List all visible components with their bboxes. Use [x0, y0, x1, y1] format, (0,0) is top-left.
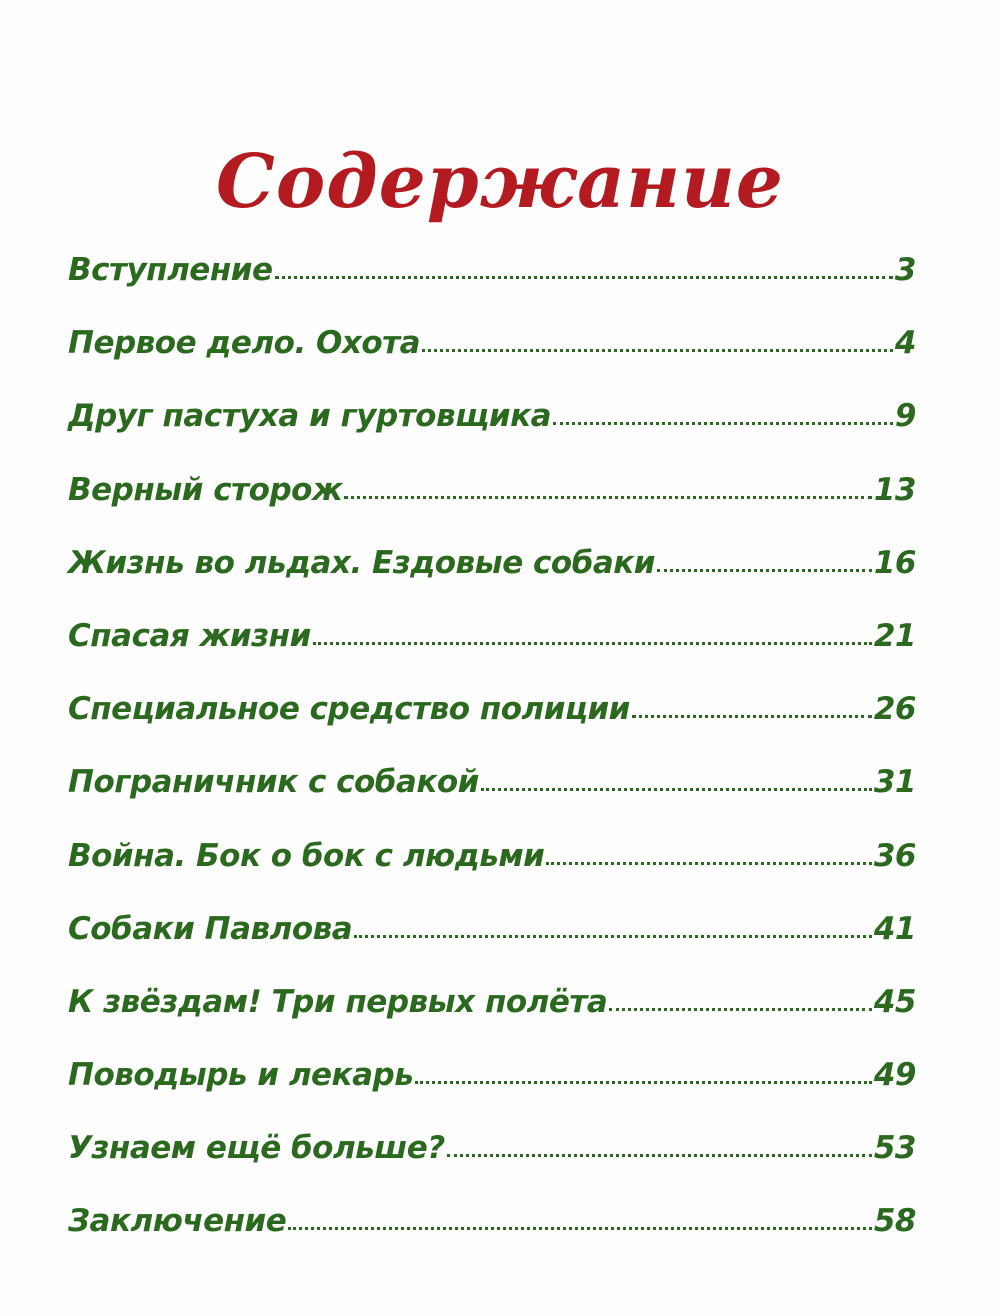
toc-entry-title: Спасая жизни	[68, 617, 311, 654]
dot-leader	[275, 276, 893, 279]
toc-entry[interactable]	[68, 752, 916, 825]
toc-entry-page-number: 41	[873, 910, 916, 947]
toc-entry-title: Поводырь и лекарь	[68, 1057, 414, 1094]
toc-entry[interactable]	[68, 1118, 916, 1191]
dot-leader	[422, 349, 893, 352]
toc-entry-title: Первое дело. Охота	[68, 325, 421, 362]
toc-entry[interactable]	[68, 899, 916, 972]
toc-entry-title: К звёздам! Три первых полёта	[68, 983, 608, 1020]
toc-entry-page-number: 21	[873, 617, 916, 654]
dot-leader	[447, 1154, 872, 1157]
toc-entry[interactable]	[68, 679, 916, 752]
toc-entry[interactable]	[68, 1045, 916, 1118]
toc-entry[interactable]	[68, 460, 916, 533]
toc-entry[interactable]	[68, 606, 916, 679]
toc-entry-page-number: 36	[873, 837, 916, 874]
toc-entry-title: Собаки Павлова	[68, 910, 353, 947]
toc-entry-title: Война. Бок о бок с людьми	[68, 837, 545, 874]
toc-entry-title: Жизнь во льдах. Ездовые собаки	[68, 544, 656, 581]
toc-entry[interactable]	[68, 533, 916, 606]
dot-leader	[546, 862, 871, 865]
toc-entry-title: Заключение	[68, 1203, 287, 1240]
toc-entry-page-number: 26	[873, 691, 916, 728]
toc-entry-page-number: 45	[873, 983, 916, 1020]
dot-leader	[632, 715, 872, 718]
table-of-contents	[68, 240, 916, 1265]
toc-entry-page-number: 53	[873, 1130, 916, 1167]
toc-entry-page-number: 9	[894, 398, 916, 435]
toc-entry[interactable]	[68, 826, 916, 899]
dot-leader	[415, 1081, 872, 1084]
toc-entry-page-number: 31	[873, 764, 916, 801]
toc-entry[interactable]	[68, 313, 916, 386]
toc-entry[interactable]	[68, 240, 916, 313]
toc-entry-page-number: 3	[894, 252, 916, 288]
toc-entry-title: Узнаем ещё больше?	[68, 1130, 445, 1167]
page-title: Содержание	[216, 138, 784, 225]
dot-leader	[609, 1008, 872, 1011]
toc-entry-page-number: 13	[873, 471, 916, 508]
dot-leader	[354, 935, 872, 938]
dot-leader	[344, 496, 872, 499]
toc-entry-page-number: 4	[894, 325, 916, 362]
toc-entry-title: Друг пастуха и гуртовщика	[68, 398, 552, 435]
dot-leader	[553, 422, 893, 425]
toc-entry[interactable]	[68, 386, 916, 459]
toc-entry[interactable]	[68, 972, 916, 1045]
dot-leader	[481, 788, 872, 791]
toc-entry-page-number: 49	[873, 1057, 916, 1094]
toc-entry-title: Пограничник с собакой	[68, 764, 479, 801]
dot-leader	[657, 569, 872, 572]
toc-entry-page-number: 16	[873, 544, 916, 581]
toc-entry-title: Вступление	[68, 252, 273, 288]
toc-entry[interactable]	[68, 1191, 916, 1264]
toc-entry-title: Верный сторож	[68, 471, 343, 508]
dot-leader	[313, 642, 872, 645]
toc-entry-title: Специальное средство полиции	[68, 691, 630, 728]
toc-entry-page-number: 58	[873, 1203, 916, 1240]
dot-leader	[288, 1227, 872, 1230]
